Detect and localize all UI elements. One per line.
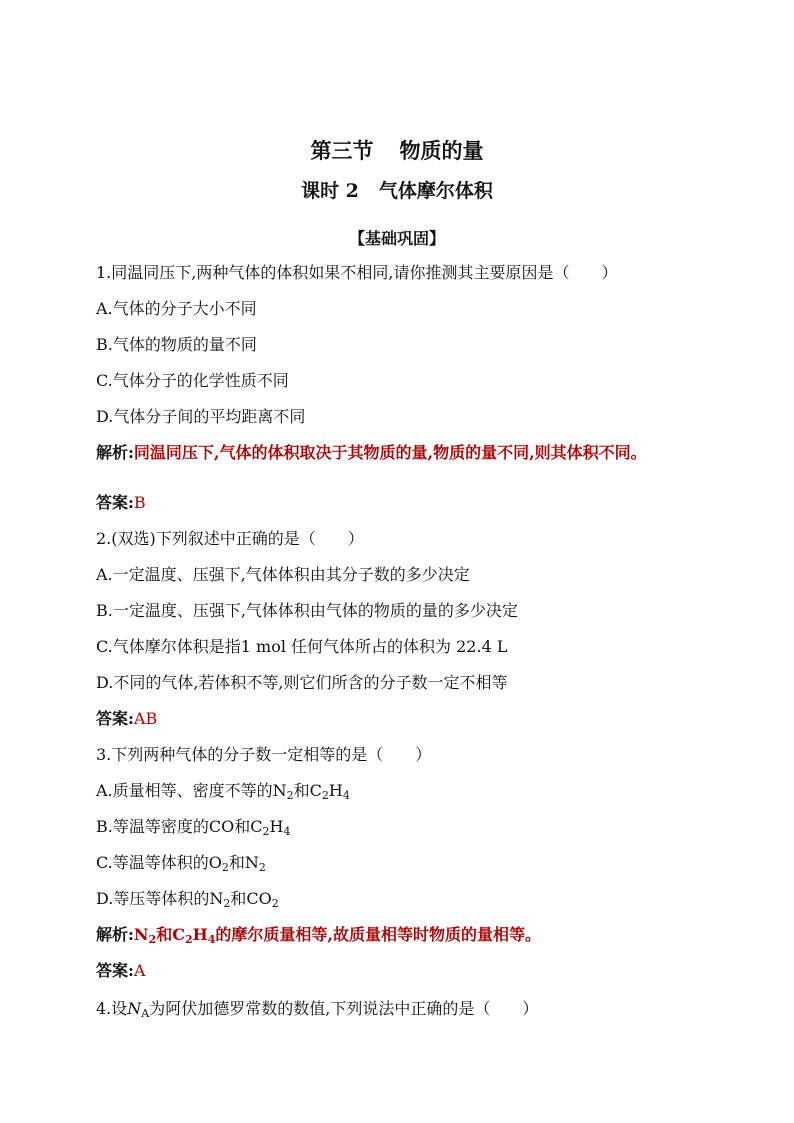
q1-analysis: 解析:同温同压下,气体的体积取决于其物质的量,物质的量不同,则其体积不同。 — [96, 443, 647, 462]
q3-analysis: 解析$:N_2$和$C_2H_4$的摩尔质量相等,故质量相等时物质的量相等。 — [96, 925, 541, 946]
q2-answer: 答案:AB — [96, 709, 158, 728]
q1-option-c: C.气体分子的化学性质不同 — [96, 371, 289, 390]
section-title: 第三节 物质的量 — [310, 138, 484, 163]
q3-stem: 3.下列两种气体的分子数一定相等的是（ ） — [96, 745, 432, 764]
q2-option-a: A.一定温度、压强下,气体体积由其分子数的多少决定 — [96, 565, 470, 584]
block-heading: 【基础巩固】 — [348, 229, 445, 248]
q1-stem: 1.同温同压下,两种气体的体积如果不相同,请你推测其主要原因是（ ） — [96, 263, 618, 282]
q3-option-d: D.等压等体积的$N_2$和$CO_2$ — [96, 889, 279, 910]
q1-option-d: D.气体分子间的平均距离不同 — [96, 407, 306, 426]
q1-answer: 答案:B — [96, 493, 146, 512]
q1-option-a: A.气体的分子大小不同 — [96, 299, 257, 318]
q2-option-b: B.一定温度、压强下,气体体积由气体的物质的量的多少决定 — [96, 601, 518, 620]
q4-stem: 4.设$N_A$为阿伏加德罗常数的数值,下列说法中正确的是（ ） — [96, 999, 539, 1020]
q3-answer: 答案:A — [96, 961, 146, 980]
q3-option-b: B.等温等密度的CO和$C_2H_4$ — [96, 817, 291, 838]
q3-option-a: A.质量相等、密度不等的$N_2$和$C_2H_4$ — [96, 781, 350, 802]
q1-option-b: B.气体的物质的量不同 — [96, 335, 257, 354]
q2-option-c: C.气体摩尔体积是指1 mol 任何气体所占的体积为 22.4 L — [96, 637, 508, 656]
q2-option-d: D.不同的气体,若体积不等,则它们所含的分子数一定不相等 — [96, 673, 508, 692]
lesson-title: 课时 2 气体摩尔体积 — [301, 180, 493, 202]
q2-stem: 2.(双选)下列叙述中正确的是（ ） — [96, 529, 364, 548]
q3-option-c: C.等温等体积的$O_2$和$N_2$ — [96, 853, 266, 874]
